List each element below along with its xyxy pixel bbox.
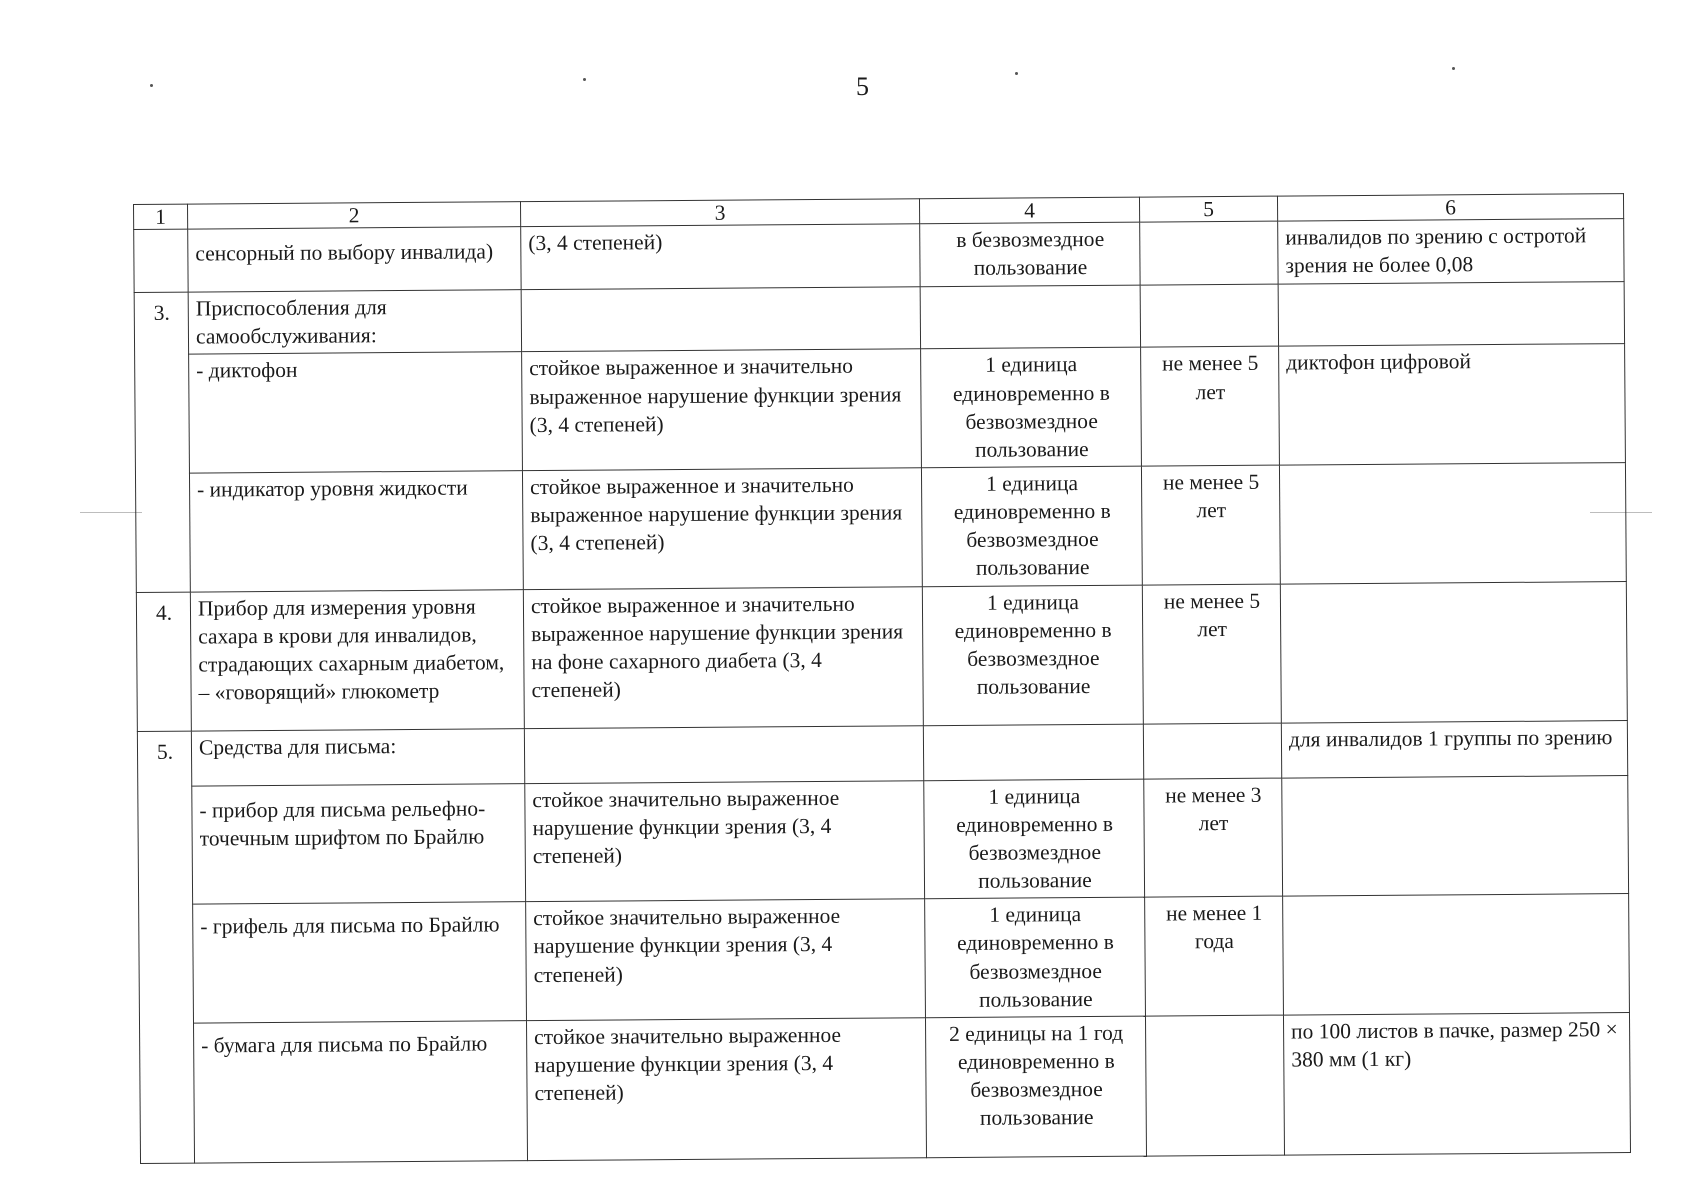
- item-quantity: 1 единица единовременно в безвозмездное пользование: [925, 897, 1146, 1017]
- table-row: [136, 581, 1627, 731]
- header-col-1: 1: [134, 204, 188, 229]
- item-note: [1280, 581, 1627, 723]
- item-term: не менее 3 лет: [1144, 778, 1283, 898]
- item-name: - индикатор уровня жидкости: [189, 471, 523, 592]
- aids-table: [133, 193, 1631, 1164]
- item-name: - бумага для письма по Брайлю: [194, 1021, 528, 1163]
- item-quantity: [923, 724, 1143, 781]
- table-row: [138, 775, 1629, 905]
- item-condition: стойкое значительно выраженное нарушение функции зрения (3, 4 степеней): [525, 780, 925, 902]
- row-number: 5.: [137, 731, 194, 1164]
- item-quantity: в безвозмездное пользование: [920, 222, 1140, 287]
- item-name: - грифель для письма по Брайлю: [193, 902, 527, 1023]
- item-name: - прибор для письма рельефно-точечным шрифтом по Брайлю: [192, 783, 526, 904]
- item-quantity: 1 единица единовременно в безвозмездное пользование: [924, 779, 1145, 899]
- item-name: - диктофон: [189, 352, 523, 473]
- table-row: [135, 344, 1626, 474]
- item-condition: стойкое значительно выраженное нарушение функции зрения (3, 4 степеней): [526, 1018, 926, 1161]
- table-row: [134, 219, 1624, 293]
- item-note: диктофон цифровой: [1279, 344, 1626, 465]
- item-quantity: 1 единица единовременно в безвозмездное пользование: [921, 466, 1142, 586]
- item-term: [1140, 284, 1278, 347]
- page-number: 5: [856, 72, 869, 101]
- item-condition: [521, 287, 920, 352]
- left-margin-mark: [80, 512, 142, 513]
- item-condition: (3, 4 степеней): [521, 224, 920, 290]
- item-note: по 100 листов в пачке, размер 250 × 380 мм (1 кг): [1283, 1012, 1630, 1155]
- row-number: 3.: [134, 292, 190, 592]
- item-term: не менее 1 года: [1145, 896, 1284, 1016]
- header-col-3: 3: [520, 199, 919, 227]
- item-name: сенсорный по выбору инвалида): [188, 227, 521, 292]
- item-note: [1282, 775, 1629, 896]
- item-condition: стойкое выраженное и значительно выраженное нарушение функции зрения на фоне сахарного диабета (3, 4 степеней): [523, 586, 923, 728]
- item-condition: стойкое выраженное и значительно выраженное нарушение функции зрения (3, 4 степеней): [522, 468, 922, 590]
- item-term: не менее 5 лет: [1141, 465, 1280, 585]
- item-note: [1283, 894, 1630, 1015]
- item-quantity: [920, 285, 1140, 349]
- item-term: не менее 5 лет: [1141, 346, 1280, 466]
- item-term: не менее 5 лет: [1142, 584, 1281, 724]
- scan-speck: [1452, 67, 1455, 70]
- item-term: [1140, 221, 1278, 285]
- scan-speck: [1015, 72, 1018, 75]
- table-row: [135, 463, 1626, 593]
- item-note: [1279, 463, 1626, 584]
- table-row: [140, 1012, 1631, 1163]
- header-col-5: 5: [1139, 196, 1277, 222]
- item-note: [1278, 282, 1624, 347]
- header-col-6: 6: [1277, 194, 1623, 222]
- header-col-2: 2: [188, 202, 521, 230]
- item-condition: [524, 725, 923, 783]
- item-quantity: 1 единица единовременно в безвозмездное пользование: [921, 348, 1142, 468]
- item-name: Прибор для измерения уровня сахара в крови для инвалидов, страдающих сахарным диабетом, – «говорящий» глюкометр: [190, 589, 524, 730]
- table-row: [134, 282, 1624, 355]
- scan-speck: [583, 78, 586, 81]
- scan-speck: [150, 84, 153, 87]
- item-term: [1143, 723, 1281, 779]
- table-row: [139, 894, 1630, 1024]
- item-note: инвалидов по зрению с остротой зрения не более 0,08: [1278, 219, 1624, 285]
- item-condition: стойкое выраженное и значительно выраженное нарушение функции зрения (3, 4 степеней): [522, 349, 922, 471]
- item-note: для инвалидов 1 группы по зрению: [1281, 720, 1627, 778]
- row-number: 4.: [136, 592, 191, 731]
- item-quantity: 2 единицы на 1 год единовременно в безвозмездное пользование: [925, 1016, 1146, 1158]
- header-col-4: 4: [919, 197, 1139, 224]
- item-condition: стойкое значительно выраженное нарушение функции зрения (3, 4 степеней): [526, 899, 926, 1021]
- item-name: Приспособления для самообслуживания:: [188, 290, 521, 355]
- item-name: Средства для письма:: [191, 728, 524, 785]
- item-term: [1145, 1015, 1284, 1156]
- item-quantity: 1 единица единовременно в безвозмездное пользование: [922, 585, 1143, 726]
- row-number: [134, 229, 188, 292]
